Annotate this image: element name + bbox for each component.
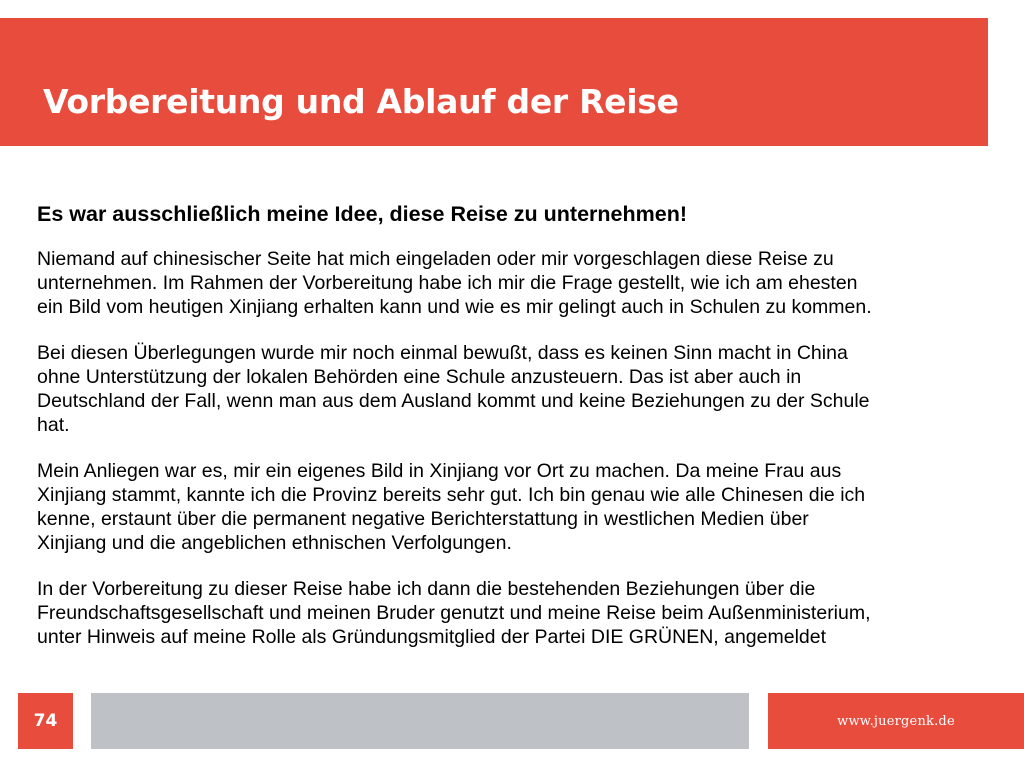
footer-website-box xyxy=(768,693,1024,749)
paragraph-line: unter Hinweis auf meine Rolle als Gründungsmitglied der Partei DIE GRÜNEN, angemeldet xyxy=(37,626,827,648)
page-number: 74 xyxy=(33,711,58,731)
paragraph-line: Freundschaftsgesellschaft und meinen Bruder genutzt und meine Reise beim Außenministerium, xyxy=(37,602,871,624)
paragraph-line: Xinjiang und die angeblichen ethnischen Verfolgungen. xyxy=(37,532,512,554)
paragraph-line: Mein Anliegen war es, mir ein eigenes Bild in Xinjiang vor Ort zu machen. Da meine Frau aus xyxy=(37,460,842,482)
paragraph-line: Deutschland der Fall, wenn man aus dem Ausland kommt und keine Beziehungen zu der Schule xyxy=(37,390,870,412)
footer-website-link[interactable]: www.juergenk.de xyxy=(837,713,955,729)
page-number-badge xyxy=(18,693,73,749)
paragraph-line: Niemand auf chinesischer Seite hat mich eingeladen oder mir vorgeschlagen diese Reise zu xyxy=(37,248,834,270)
paragraph-line: ein Bild vom heutigen Xinjiang erhalten kann und wie es mir gelingt auch in Schulen zu kommen. xyxy=(37,296,872,318)
slide-subheading: Es war ausschließlich meine Idee, diese Reise zu unternehmen! xyxy=(37,202,688,226)
slide-title: Vorbereitung und Ablauf der Reise xyxy=(43,82,679,121)
paragraph-line: Xinjiang stammt, kannte ich die Provinz bereits sehr gut. Ich bin genau wie alle Chinesen die ich xyxy=(37,484,866,506)
paragraph-line: hat. xyxy=(37,414,70,436)
paragraph-line: ohne Unterstützung der lokalen Behörden eine Schule anzusteuern. Das ist aber auch in xyxy=(37,366,802,388)
slide-content xyxy=(37,199,987,671)
paragraph-1 xyxy=(37,247,987,319)
footer-gray-bar xyxy=(91,693,749,749)
paragraph-3 xyxy=(37,459,987,555)
paragraph-line: Bei diesen Überlegungen wurde mir noch einmal bewußt, dass es keinen Sinn macht in China xyxy=(37,342,848,364)
paragraph-2 xyxy=(37,341,987,437)
paragraph-line: unternehmen. Im Rahmen der Vorbereitung habe ich mir die Frage gestellt, wie ich am ehesten xyxy=(37,272,858,294)
paragraph-line: kenne, erstaunt über die permanent negative Berichterstattung in westlichen Medien über xyxy=(37,508,809,530)
paragraph-line: In der Vorbereitung zu dieser Reise habe ich dann die bestehenden Beziehungen über die xyxy=(37,578,816,600)
paragraph-4 xyxy=(37,577,987,649)
